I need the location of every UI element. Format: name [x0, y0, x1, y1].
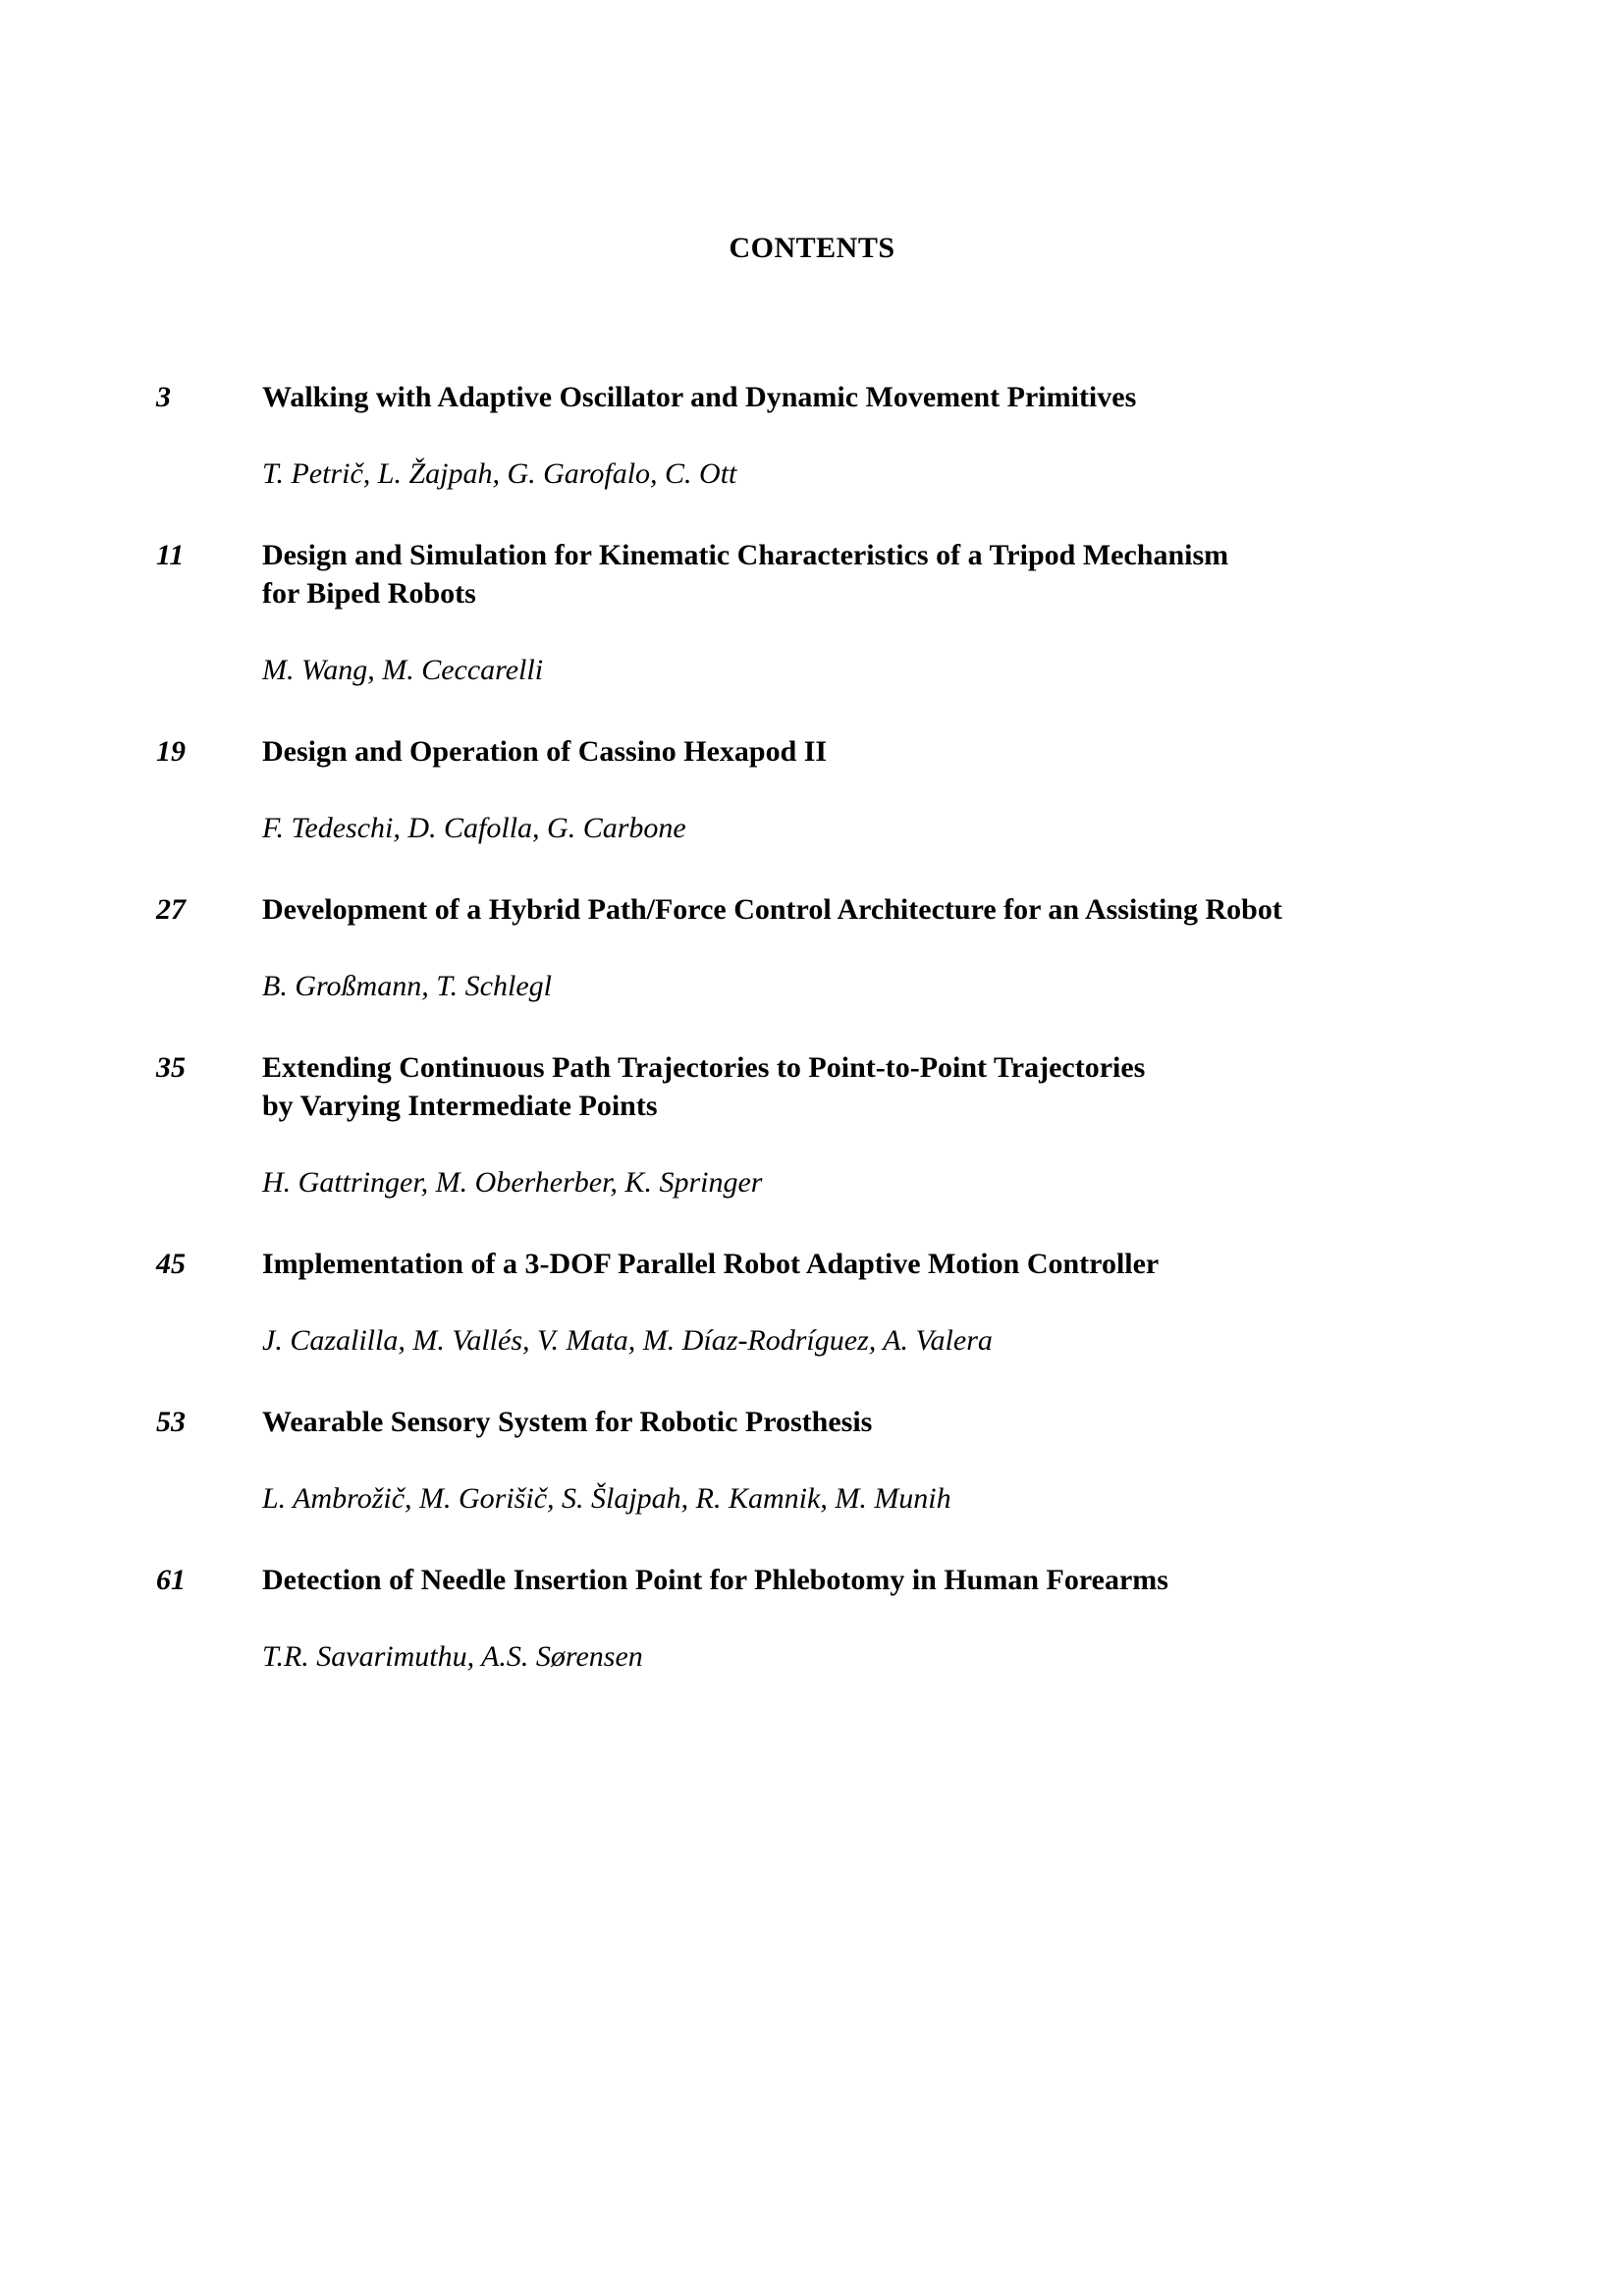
entry-authors: H. Gattringer, M. Oberherber, K. Springer — [262, 1166, 763, 1199]
entry-page-number: 61 — [156, 1564, 186, 1596]
entry-page-number: 3 — [156, 381, 171, 413]
entry-title: Design and Simulation for Kinematic Characteristics of a Tripod Mechanism for Biped Robots — [262, 539, 1229, 610]
toc-entry-6 — [156, 1245, 1433, 1360]
entry-body — [262, 1048, 1433, 1201]
entry-body — [262, 732, 1433, 847]
entry-page-number: 53 — [156, 1406, 186, 1438]
entry-authors: B. Großmann, T. Schlegl — [262, 970, 552, 1002]
entry-authors: J. Cazalilla, M. Vallés, V. Mata, M. Díaz-Rodríguez, A. Valera — [262, 1324, 993, 1357]
entry-body — [262, 1403, 1433, 1518]
toc-entry-5 — [156, 1048, 1433, 1201]
toc-entry-3 — [156, 732, 1433, 847]
entry-page-number: 19 — [156, 735, 186, 768]
page-title: CONTENTS — [729, 232, 895, 264]
toc-entry-4 — [156, 890, 1433, 1005]
entry-body — [262, 890, 1433, 1005]
entry-body — [262, 536, 1433, 689]
toc-entry-1 — [156, 378, 1433, 493]
entry-page-number: 45 — [156, 1248, 186, 1280]
entry-authors: T. Petrič, L. Žajpah, G. Garofalo, C. Ott — [262, 457, 737, 490]
entry-body — [262, 1561, 1433, 1676]
entry-body — [262, 1245, 1433, 1360]
entry-body — [262, 378, 1433, 493]
entry-title: Detection of Needle Insertion Point for Phlebotomy in Human Forearms — [262, 1564, 1168, 1596]
entry-page-number: 11 — [156, 539, 185, 571]
entry-title: Design and Operation of Cassino Hexapod II — [262, 735, 828, 768]
toc-entry-7 — [156, 1403, 1433, 1518]
toc-entry-8 — [156, 1561, 1433, 1676]
entry-page-number: 27 — [156, 893, 186, 926]
entry-title: Development of a Hybrid Path/Force Control Architecture for an Assisting Robot — [262, 893, 1282, 926]
entry-title: Walking with Adaptive Oscillator and Dynamic Movement Primitives — [262, 381, 1137, 413]
entry-authors: F. Tedeschi, D. Cafolla, G. Carbone — [262, 812, 686, 844]
entry-title: Wearable Sensory System for Robotic Prosthesis — [262, 1406, 873, 1438]
entry-authors: M. Wang, M. Ceccarelli — [262, 654, 544, 686]
entry-title: Extending Continuous Path Trajectories to Point-to-Point Trajectories by Varying Intermediate Points — [262, 1051, 1146, 1122]
toc-entry-2 — [156, 536, 1433, 689]
entry-title: Implementation of a 3-DOF Parallel Robot Adaptive Motion Controller — [262, 1248, 1160, 1280]
entry-authors: L. Ambrožič, M. Gorišič, S. Šlajpah, R. Kamnik, M. Munih — [262, 1482, 951, 1515]
table-of-contents — [156, 378, 1433, 1719]
entry-page-number: 35 — [156, 1051, 186, 1084]
entry-authors: T.R. Savarimuthu, A.S. Sørensen — [262, 1640, 643, 1673]
